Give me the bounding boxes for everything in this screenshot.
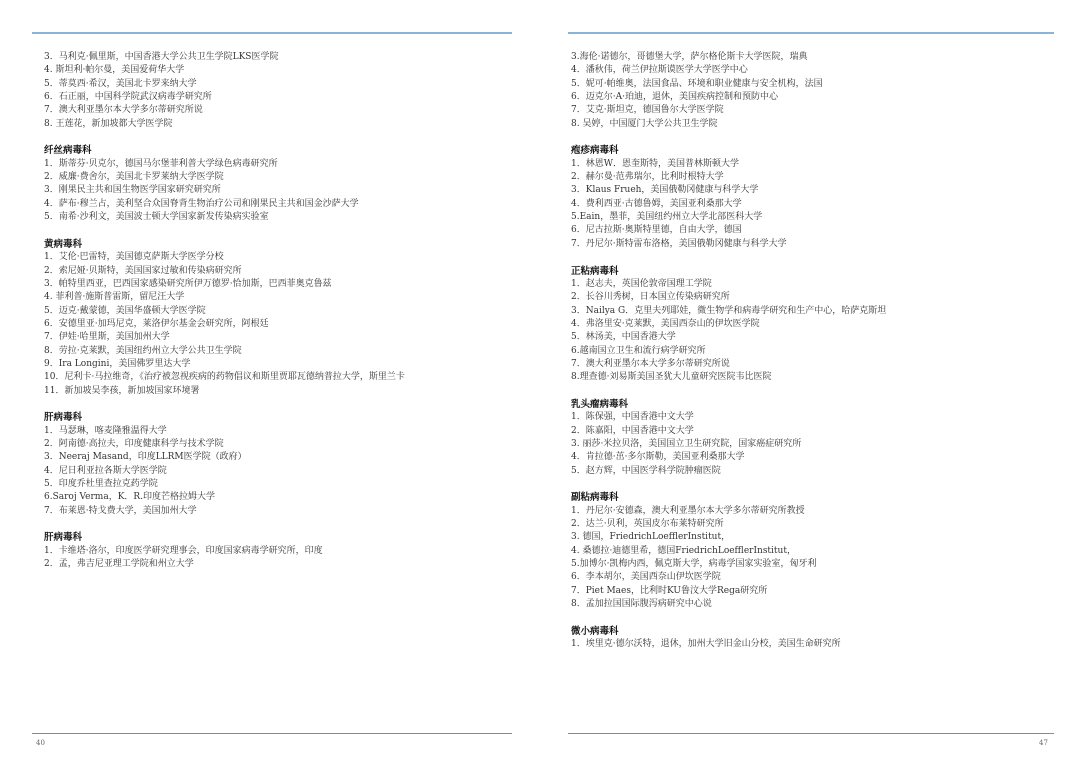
list-item: 4. 斯坦利·帕尔曼，美国爱荷华大学 [44,65,185,76]
section-gap [44,224,405,237]
section-heading: 纤丝病毒科 [44,145,92,157]
section-gap [571,478,886,491]
list-item: 5．蒂莫西·希汉，美国北卡罗来纳大学 [44,78,197,89]
list-item: 3.海伦·诺德尔，哥德堡大学，萨尔格伦斯卡大学医院，瑞典 [571,52,808,62]
list-item: 1．卡维塔·洛尔，印度医学研究理事会，印度国家病毒学研究所，印度 [44,545,323,556]
list-item: 3．刚果民主共和国生物医学国家研究研究所 [44,185,221,196]
top-rule [568,32,1054,34]
list-item: 8．孟加拉国国际腹泻病研究中心说 [571,599,712,610]
section-gap [571,385,886,398]
list-item: 4. 桑德拉·迪德里希，德国FriedrichLoefflerInstitut， [571,545,796,556]
list-item: 5．赵方辉，中国医学科学院肿瘤医院 [571,465,721,476]
right-page [540,0,1080,763]
list-item: 4．潘秋伟，荷兰伊拉斯谟医学大学医学中心 [571,65,748,76]
bottom-rule [32,733,512,734]
list-item: 7．伊娃·哈里斯，美国加州大学 [44,332,170,343]
list-item: 6.Saroj Verma，K．R.印度芒格拉姆大学 [44,492,216,503]
list-item: 8.理查德·刘易斯美国圣犹大儿童研究医院韦比医院 [571,372,772,383]
list-item: 5．妮可·帕维奥，法国食品、环境和职业健康与安全机构，法国 [571,78,823,89]
list-item: 5.Eain，墨菲，美国纽约州立大学北部医科大学 [571,212,763,223]
list-item: 4．肯拉德·茁·多尔斯勒，美国亚利桑那大学 [571,452,745,463]
list-item: 3. 德国，FriedrichLoefflerInstitut， [571,532,731,543]
bottom-rule [568,733,1054,734]
list-item: 2．孟，弗吉尼亚理工学院和州立大学 [44,559,194,570]
section-heading: 肝病毒科 [44,412,83,424]
list-item: 2．威廉·费舍尔，美国北卡罗莱纳大学医学院 [44,172,224,183]
list-item: 11．新加坡吴李孩，新加坡国家环境署 [44,385,200,396]
top-rule [32,32,512,34]
left-page-content [44,51,405,571]
list-item: 4．萨布·穆兰占，美利坚合众国脊背生物治疗公司和刚果民主共和国金沙萨大学 [44,198,359,209]
right-page-content [571,51,886,651]
list-item: 10．尼利卡·马拉维奇，《治疗被忽视疾病的药物倡议和斯里贾耶瓦德纳普拉大学，斯里兰卡 [44,372,405,383]
list-item: 3．帕特里西亚，巴西国家感染研究所伊万德罗·恰加斯，巴西菲奥克鲁兹 [44,278,332,289]
page-number: 47 [1039,739,1048,747]
list-item: 6．安德里亚·加玛尼克，莱洛伊尔基金会研究所，阿根廷 [44,318,269,329]
list-item: 2．长谷川秀树，日本国立传染病研究所 [571,292,730,303]
list-item: 1．斯蒂芬·贝克尔，德国马尔堡菲利普大学绿色病毒研究所 [44,158,278,169]
list-item: 8．劳拉·克莱默，美国纽约州立大学公共卫生学院 [44,345,242,356]
section-gap [44,518,405,531]
list-item: 3．Neeraj Masand，印度LLRM医学院（政府） [44,452,247,463]
list-item: 1．埃里克·德尔沃特，退休，加州大学旧金山分校，美国生命研究所 [571,639,841,650]
list-item: 7．布莱恩·特戈费大学，美国加州大学 [44,505,197,516]
section-heading: 微小病毒科 [571,625,619,637]
list-item: 7．艾克·斯坦克，德国鲁尔大学医学院 [571,105,724,116]
list-item: 1．马瑟琳，喀麦隆雅温得大学 [44,425,167,436]
list-item: 6.越南国立卫生和流行病学研究所 [571,345,706,356]
list-item: 2．陈嘉阳，中国香港中文大学 [571,425,694,436]
list-item: 7．丹尼尔·斯特雷布洛格，美国俄勒冈健康与科学大学 [571,238,787,249]
section-gap [571,131,886,144]
list-item: 1．赵志夫，英国伦敦帝国理工学院 [571,278,712,289]
list-item: 2．赫尔曼·范弗瑞尔，比利时根特大学 [571,172,724,183]
list-item: 2．达兰·贝利，英国皮尔布莱特研究所 [571,519,724,530]
list-item: 9．Ira Longini，美国佛罗里达大学 [44,358,191,369]
list-item: 3．Nailya G．克里夫列耶娃，微生物学和病毒学研究和生产中心，哈萨克斯坦 [571,305,887,316]
section-gap [44,131,405,144]
list-item: 1．陈保强，中国香港中文大学 [571,412,694,423]
page-number: 40 [36,739,45,747]
list-item: 4．费利西亚·古德鲁姆，美国亚利桑那大学 [571,198,742,209]
list-item: 5．林汤美，中国香港大学 [571,332,676,343]
section-gap [571,251,886,264]
list-item: 5．南希·沙利文，美国波士顿大学国家新发传染病实验室 [44,212,269,223]
list-item: 2．阿南德·高拉夫，印度健康科学与技术学院 [44,438,224,449]
list-item: 8. 王莲花，新加坡都大学医学院 [44,118,173,129]
list-item: 5．印度乔杜里查拉克药学院 [44,479,158,489]
list-item: 5．迈克·戴蒙德，美国华盛顿大学医学院 [44,305,206,316]
list-item: 3．Klaus Frueh，美国俄勒冈健康与科学大学 [571,185,759,196]
list-item: 1．艾伦·巴雷特，美国德克萨斯大学医学分校 [44,252,224,263]
list-item: 8. 吴婷，中国厦门大学公共卫生学院 [571,118,718,129]
section-heading: 黄病毒科 [44,238,83,250]
list-item: 6．迈克尔·A·珀迪，退休，美国疾病控制和预防中心 [571,92,778,103]
section-heading: 副粘病毒科 [571,492,619,504]
list-item: 1．林恩W．恩奎斯特，美国普林斯顿大学 [571,158,739,169]
section-gap [571,611,886,624]
list-item: 3. 丽莎·米拉贝洛，美国国立卫生研究院，国家癌症研究所 [571,438,802,449]
section-gap [44,398,405,411]
list-item: 6．尼古拉斯·奥斯特里德，自由大学，德国 [571,225,742,236]
section-heading: 疱疹病毒科 [571,145,619,157]
list-item: 4. 菲利普·施斯普雷斯，留尼汪大学 [44,292,185,303]
list-item: 4．尼日利亚拉各斯大学医学院 [44,465,167,476]
list-item: 7．Piet Maes，比利时KU鲁汶大学Rega研究所 [571,585,768,596]
list-item: 7．澳大利亚墨尔本大学多尔蒂研究所说 [44,105,203,116]
section-heading: 正粘病毒科 [571,265,619,277]
section-heading: 乳头瘤病毒科 [571,398,629,410]
section-heading: 肝病毒科 [44,532,83,544]
list-item: 3．马利克·佩里斯，中国香港大学公共卫生学院LKS医学院 [44,52,279,62]
list-item: 1．丹尼尔·安德森，澳大利亚墨尔本大学多尔蒂研究所教授 [571,505,805,516]
list-item: 6．李本胡尔，美国西奈山伊坎医学院 [571,572,721,583]
list-item: 6．石正丽，中国科学院武汉病毒学研究所 [44,92,212,103]
list-item: 5.加博尔·凯梅内西，佩克斯大学，病毒学国家实验室，匈牙利 [571,559,817,570]
list-item: 2．索尼娅·贝斯特，美国国家过敏和传染病研究所 [44,265,242,276]
list-item: 4．弗洛里安·克莱默，美国西奈山的伊坎医学院 [571,318,760,329]
list-item: 7．澳大利亚墨尔本大学多尔蒂研究所说 [571,358,730,369]
